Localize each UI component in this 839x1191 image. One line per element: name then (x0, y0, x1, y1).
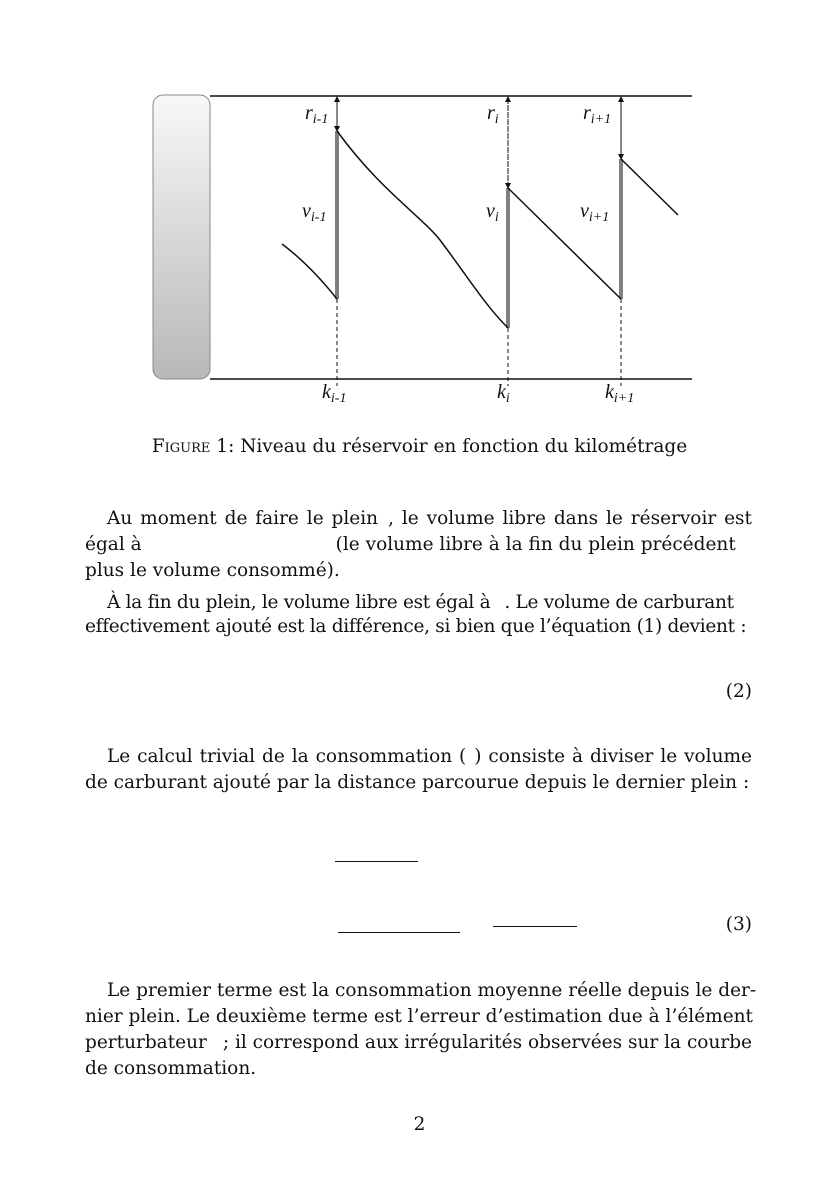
tank-icon (153, 95, 210, 379)
label-r-next: $r_{i+1}$ (583, 102, 612, 127)
fraction-bar (493, 926, 577, 927)
paragraph-2-line: À la fin du plein, le volume libre est égal à . Le volume de carburant (107, 592, 734, 613)
label-r-prev: $r_{i-1}$ (305, 102, 329, 127)
paragraph-4-line: perturbateur ; il correspond aux irrégularités observées sur la courbe (85, 1032, 752, 1053)
paragraph-1-line: plus le volume consommé). (85, 560, 340, 581)
equation-number-2: (2) (725, 681, 752, 702)
paragraph-4-line: nier plein. Le deuxième terme est l’erreur d’estimation due à l’élément (85, 1006, 753, 1027)
caption-label: Figure 1: (151, 436, 235, 457)
label-v-prev: $v_{i-1}$ (302, 200, 327, 225)
paragraph-1-line: Au moment de faire le plein , le volume libre dans le réservoir est (107, 508, 752, 529)
paragraph-4-line: de consommation. (85, 1058, 257, 1079)
paragraph-3-line: Le calcul trivial de la consommation ( ) consiste à diviser le volume (107, 746, 753, 767)
dashed-guides (337, 99, 621, 386)
paragraph-4-line: Le premier terme est la consommation moyenne réelle depuis le der- (107, 980, 757, 1001)
paragraph-2-line: effectivement ajouté est la différence, si bien que l’équation (1) devient : (85, 616, 747, 637)
fraction-bar (335, 861, 418, 862)
label-k-prev: $k_{i-1}$ (322, 381, 347, 406)
page-number: 2 (413, 1114, 426, 1135)
label-v-cur: $v_i$ (486, 200, 499, 225)
label-k-cur: $k_i$ (497, 381, 510, 406)
caption-text: Niveau du réservoir en fonction du kilométrage (234, 436, 688, 457)
label-k-next: $k_{i+1}$ (605, 381, 635, 406)
equation-number-3: (3) (725, 914, 752, 935)
refuel-bars (337, 131, 621, 328)
label-r-cur: $r_i$ (487, 102, 499, 127)
figure-caption (0, 436, 839, 457)
fraction-bar (338, 932, 460, 933)
label-v-next: $v_{i+1}$ (580, 200, 610, 225)
paragraph-1-line: égal à (le volume libre à la fin du plein précédent (85, 534, 736, 555)
figure-tank-level (0, 0, 839, 420)
paragraph-3-line: de carburant ajouté par la distance parcourue depuis le dernier plein : (85, 772, 750, 793)
fuel-level-curve (282, 131, 678, 328)
